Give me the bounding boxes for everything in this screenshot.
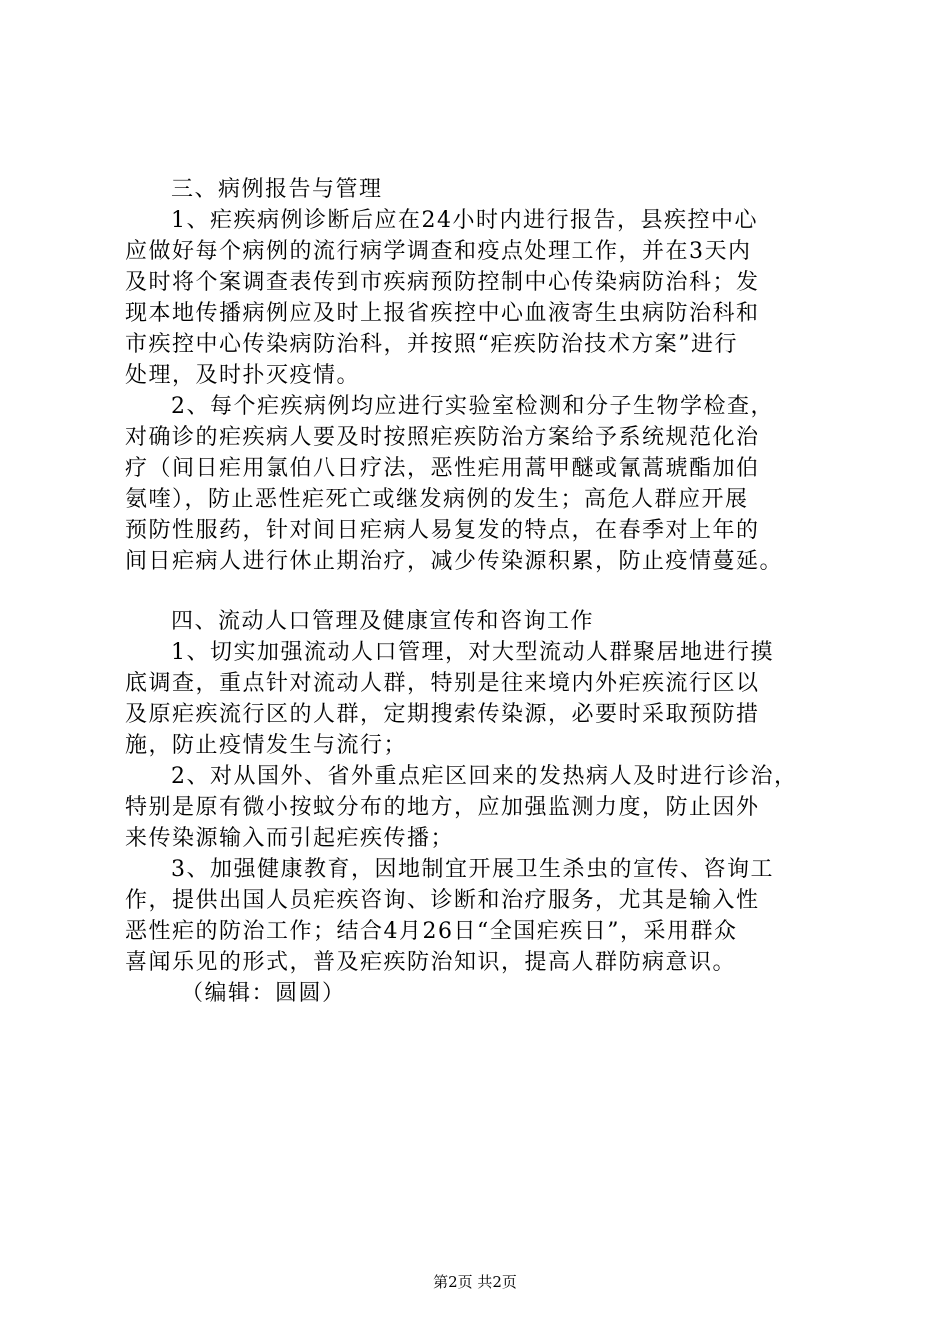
document-body [125, 174, 825, 1009]
text-line: 间日疟病人进行休止期治疗，减少传染源积累，防止疫情蔓延。 [125, 549, 784, 574]
text-line: 1、切实加强流动人口管理，对大型流动人群聚居地进行摸 [171, 640, 774, 665]
text-line: 来传染源输入而引起疟疾传播； [125, 826, 455, 851]
text-line: 及时将个案调查表传到市疾病预防控制中心传染病防治科；发 [125, 270, 760, 295]
text-line: 恶性疟的防治工作；结合4月26日“全国疟疾日”，采用群众 [125, 919, 738, 944]
text-line: 2、每个疟疾病例均应进行实验室检测和分子生物学检查， [171, 394, 774, 419]
text-line: 施，防止疫情发生与流行； [125, 733, 408, 758]
text-line: 3、加强健康教育，因地制宜开展卫生杀虫的宣传、咨询工 [171, 857, 774, 882]
text-line: 1、疟疾病例诊断后应在24小时内进行报告，县疾控中心 [171, 208, 758, 233]
text-line: 及原疟疾流行区的人群，定期搜索传染源，必要时采取预防措 [125, 702, 760, 727]
text-line: 预防性服药，针对间日疟病人易复发的特点，在春季对上年的 [125, 518, 760, 543]
text-line: 2、对从国外、省外重点疟区回来的发热病人及时进行诊治， [171, 764, 798, 789]
section-heading-4: 四、流动人口管理及健康宣传和咨询工作 [171, 609, 595, 634]
text-line: 喜闻乐见的形式，普及疟疾防治知识，提高人群防病意识。 [125, 950, 737, 975]
text-line: 氨喹），防止恶性疟死亡或继发病例的发生；高危人群应开展 [125, 487, 749, 512]
page-footer: 第2页 共2页 [433, 1273, 517, 1291]
editor-note: （编辑：圆圆） [181, 981, 346, 1006]
text-line: 市疾控中心传染病防治科，并按照“疟疾防治技术方案”进行 [125, 332, 738, 357]
section-heading-3: 三、病例报告与管理 [171, 177, 383, 202]
text-line: 处理，及时扑灭疫情。 [125, 363, 361, 388]
text-line: 疗（间日疟用氯伯八日疗法，恶性疟用蒿甲醚或氰蒿琥酯加伯 [125, 456, 760, 481]
paragraph-3-1 [125, 205, 825, 391]
paragraph-4-2 [125, 761, 825, 854]
text-line: 特别是原有微小按蚊分布的地方，应加强监测力度，防止因外 [125, 795, 760, 820]
paragraph-3-2 [125, 391, 825, 577]
paragraph-4-1 [125, 637, 825, 761]
section-spacer [125, 577, 825, 606]
text-line: 底调查，重点针对流动人群，特别是往来境内外疟疾流行区以 [125, 671, 760, 696]
text-line: 对确诊的疟疾病人要及时按照疟疾防治方案给予系统规范化治 [125, 425, 760, 450]
text-line: 作，提供出国人员疟疾咨询、诊断和治疗服务，尤其是输入性 [125, 888, 760, 913]
paragraph-4-3 [125, 854, 825, 978]
text-line: 应做好每个病例的流行病学调查和疫点处理工作，并在3天内 [125, 239, 752, 264]
text-line: 现本地传播病例应及时上报省疾控中心血液寄生虫病防治科和 [125, 301, 760, 326]
